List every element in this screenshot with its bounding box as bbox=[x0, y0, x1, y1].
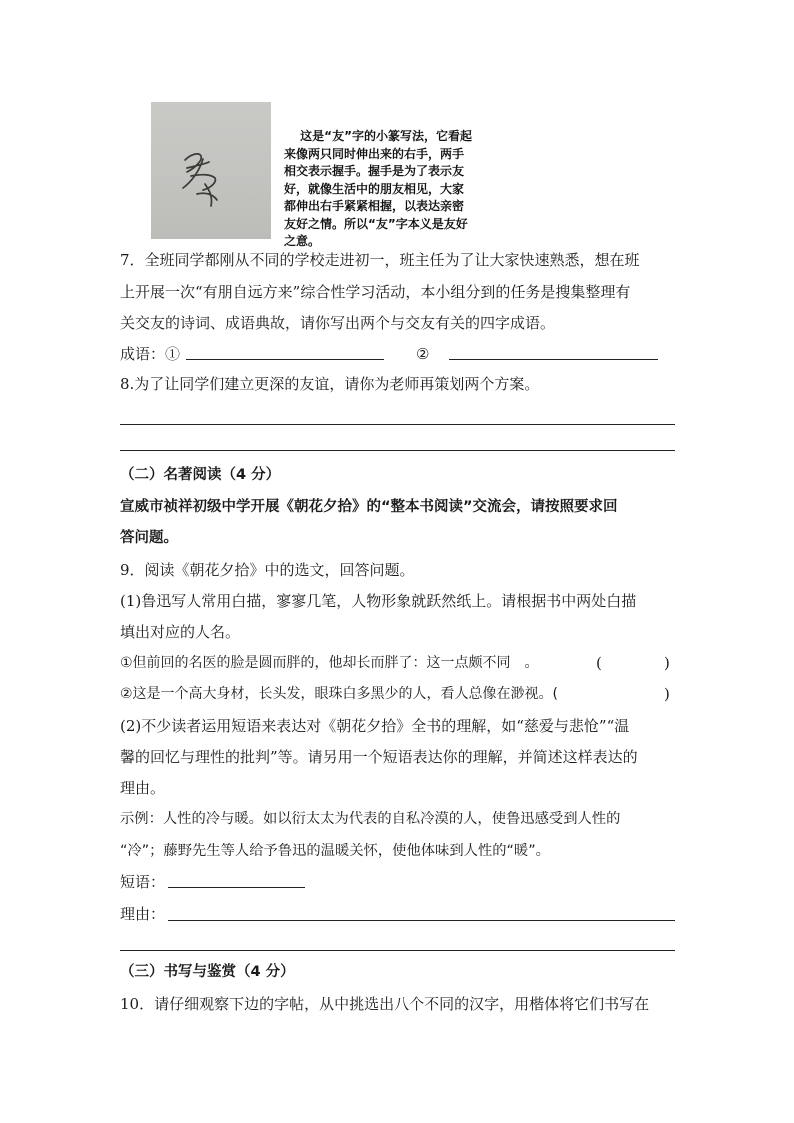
caption-line: 友好之情。所以“友”字本义是友好 bbox=[284, 216, 468, 231]
q9-1-item-2-paren-close: ) bbox=[664, 685, 670, 703]
reason-label: 理由： bbox=[120, 905, 166, 923]
caption-line: 之意。 bbox=[284, 234, 321, 248]
q8-text: 8.为了让同学们建立更深的友谊，请你为老师再策划两个方案。 bbox=[120, 375, 540, 393]
q7-answer-label: 成语：① bbox=[120, 345, 181, 363]
caption-line: 来像两只同时伸出来的右手，两手 bbox=[284, 146, 465, 161]
q9-1-item-2-answer-slot[interactable] bbox=[606, 684, 662, 704]
q9-1-line: 填出对应的人名。 bbox=[120, 623, 241, 641]
q9-1-item-1-answer-slot[interactable] bbox=[606, 653, 662, 673]
section-3-title: （三）书写与鉴赏（4 分） bbox=[120, 964, 295, 980]
section-2-intro: 宣威市祯祥初级中学开展《朝花夕拾》的“整本书阅读”交流会，请按照要求回 bbox=[120, 499, 618, 515]
seal-script-you-character bbox=[151, 102, 271, 239]
section-2-intro: 答问题。 bbox=[120, 530, 178, 546]
q9-1-item-1-paren-open: ( bbox=[596, 654, 602, 672]
reason-answer-line-2[interactable] bbox=[120, 950, 675, 951]
section-2-title: （二）名著阅读（4 分） bbox=[120, 467, 281, 483]
example-line: 示例：人性的冷与暖。如以衍太太为代表的自私冷漠的人，使鲁迅感受到人性的 bbox=[120, 811, 621, 827]
q9-1-item-2: ②这是一个高大身材，长头发，眼珠白多黑少的人，看人总像在渺视。( bbox=[120, 686, 559, 702]
q7-answer-second-label: ② bbox=[416, 345, 430, 363]
phrase-answer-blank[interactable] bbox=[168, 887, 305, 888]
q9-2-line: (2)不少读者运用短语来表达对《朝花夕拾》全书的理解，如“慈爱与悲怆”“温 bbox=[120, 717, 630, 735]
reason-answer-line-1[interactable] bbox=[168, 920, 675, 921]
caption-line: 相交表示握手。握手是为了表示友 bbox=[284, 164, 465, 178]
q7-line: 上开展一次“有朋自远方来”综合性学习活动，本小组分到的任务是搜集整理有 bbox=[120, 283, 631, 301]
q7-line: 7．全班同学都刚从不同的学校走进初一，班主任为了让大家快速熟悉，想在班 bbox=[120, 251, 640, 269]
example-line: “冷”；藤野先生等人给予鲁迅的温暖关怀，使他体味到人性的“暖”。 bbox=[120, 843, 550, 859]
q9-2-line: 馨的回忆与理性的批判”等。请另用一个短语表达你的理解，并简述这样表达的 bbox=[120, 748, 638, 766]
q7-line: 关交友的诗词、成语典故，请你写出两个与交友有关的四字成语。 bbox=[120, 314, 556, 332]
q9-1-line: (1)鲁迅写人常用白描，寥寥几笔，人物形象就跃然纸上。请根据书中两处白描 bbox=[120, 592, 637, 610]
q10-text: 10．请仔细观察下边的字帖，从中挑选出八个不同的汉字，用楷体将它们书写在 bbox=[120, 995, 650, 1013]
caption-line: 都伸出右手紧紧相握，以表达亲密 bbox=[284, 199, 465, 213]
seal-script-caption bbox=[284, 128, 490, 251]
q8-answer-line-2[interactable] bbox=[120, 450, 675, 451]
caption-line: 这是“友”字的小篆写法，它看起 bbox=[284, 129, 472, 143]
q9-1-item-1-paren-close: ) bbox=[664, 654, 670, 672]
q9-2-line: 理由。 bbox=[120, 779, 166, 797]
q8-answer-line-1[interactable] bbox=[120, 424, 675, 425]
q7-answer-blank-2[interactable] bbox=[449, 359, 658, 360]
phrase-label: 短语： bbox=[120, 873, 166, 891]
caption-line: 好，就像生活中的朋友相见，大家 bbox=[284, 181, 465, 196]
q9-1-item-1: ①但前回的名医的脸是圆而胖的，他却长而胖了：这一点颇不同 。 bbox=[120, 655, 539, 671]
q7-answer-blank-1[interactable] bbox=[186, 359, 384, 360]
seal-script-photo bbox=[151, 102, 271, 239]
q9-text: 9．阅读《朝花夕拾》中的选文，回答问题。 bbox=[120, 561, 415, 579]
